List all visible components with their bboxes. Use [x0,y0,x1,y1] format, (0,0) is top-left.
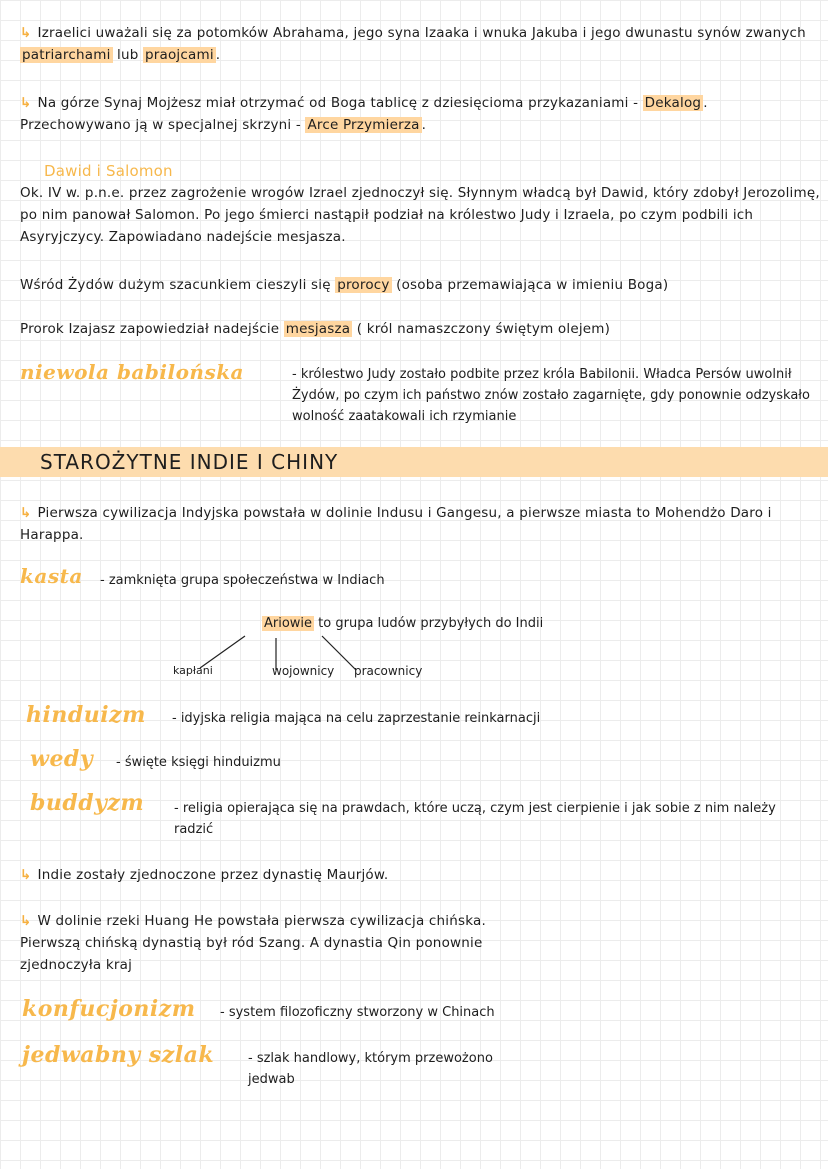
def-hinduism: - idyjska religia mająca na celu zaprzestanie reinkarnacji [172,711,541,726]
paragraph-decalogue: ↳ Na górze Synaj Mojżesz miał otrzymać od Boga tablicę z dziesięcioma przykazaniami - Dekalog . Przechowywano ją w specjalnej skrzyni - Arce Przymierza . [20,95,708,133]
highlight-messiah: mesjasza [285,321,351,337]
arrow-icon: ↳ [20,505,32,521]
paragraph-maurya: ↳ Indie zostały zjednoczone przez dynastię Maurjów. [20,867,389,883]
tree-lines [0,630,828,690]
highlight-patriarchs: patriarchami [22,47,111,63]
term-babylonian-captivity: niewola babilońska [20,360,245,384]
term-hinduism: hinduizm [26,702,146,728]
highlight-prophets: prorocy [337,277,390,293]
highlight-forefathers: praojcami [144,47,214,63]
subtitle-david-solomon: Dawid i Salomon [44,162,173,180]
arrow-icon: ↳ [20,25,32,41]
tree-root: Ariowie to grupa ludów przybyłych do Indii [264,616,544,631]
def-caste: - zamknięta grupa społeczeństwa w Indiach [100,573,385,588]
term-vedas: wedy [30,746,94,772]
tree-node-priests: kapłani [173,664,213,677]
def-buddhism: - religia opierająca się na prawdach, które uczą, czym jest cierpienie i jak sobie z nim należy radzić [174,801,776,837]
term-confucianism: konfucjonizm [22,996,196,1022]
term-silk-road: jedwabny szlak [22,1042,215,1068]
arrow-icon: ↳ [20,913,32,929]
section-title: STAROŻYTNE INDIE I CHINY [40,450,339,474]
paragraph-indus: ↳ Pierwsza cywilizacja Indyjska powstała w dolinie Indusu i Gangesu, a pierwsze miasta to Mohendżo Daro i Harappa. [20,505,772,543]
paragraph-prophets: Wśród Żydów dużym szacunkiem cieszyli się prorocy (osoba przemawiająca w imieniu Boga) [20,277,669,293]
highlight-ark: Arce Przymierza [307,117,420,133]
paragraph-isaiah: Prorok Izajasz zapowiedział nadejście mesjasza ( król namaszczony świętym olejem) [20,321,611,337]
def-confucianism: - system filozoficzny stworzony w Chinach [220,1005,495,1020]
paragraph-israelites: ↳ Izraelici uważali się za potomków Abrahama, jego syna Izaaka i wnuka Jakuba i jego dwunastu synów zwanych patriarchami lub praojcami . [20,25,806,63]
term-caste: kasta [20,564,83,588]
highlight-decalogue: Dekalog [644,95,702,111]
paragraph-china: ↳ W dolinie rzeki Huang He powstała pierwsza cywilizacja chińska. Pierwszą chińską dynastią był ród Szang. A dynastia Qin ponownie zjednoczyła kraj [20,913,486,973]
def-vedas: - święte księgi hinduizmu [116,755,281,770]
term-buddhism: buddyzm [30,790,145,816]
paragraph-david: Ok. IV w. p.n.e. przez zagrożenie wrogów Izrael zjednoczył się. Słynnym władcą był Dawid, który zdobył Jerozolimę, po nim panował Salomon. Po jego śmierci nastąpił podział na królestwo Judy i Izraela, po czym podbili ich Asyryjczycy. Zapowiadano nadejście mesjasza. [20,185,820,245]
def-silk-road: - szlak handlowy, którym przewożono jedwab [248,1051,493,1087]
arrow-icon: ↳ [20,867,32,883]
tree-node-warriors: wojownicy [272,664,335,678]
arrow-icon: ↳ [20,95,32,111]
highlight-aryans: Ariowie [264,616,313,631]
tree-node-workers: pracownicy [354,664,423,678]
def-babylonian-captivity: - królestwo Judy zostało podbite przez króla Babilonii. Władca Persów uwolnił Żydów, po czym ich państwo znów zostało zagarnięte, gdy ponownie odzyskało wolność zaatakowali ich rzymianie [292,367,810,424]
